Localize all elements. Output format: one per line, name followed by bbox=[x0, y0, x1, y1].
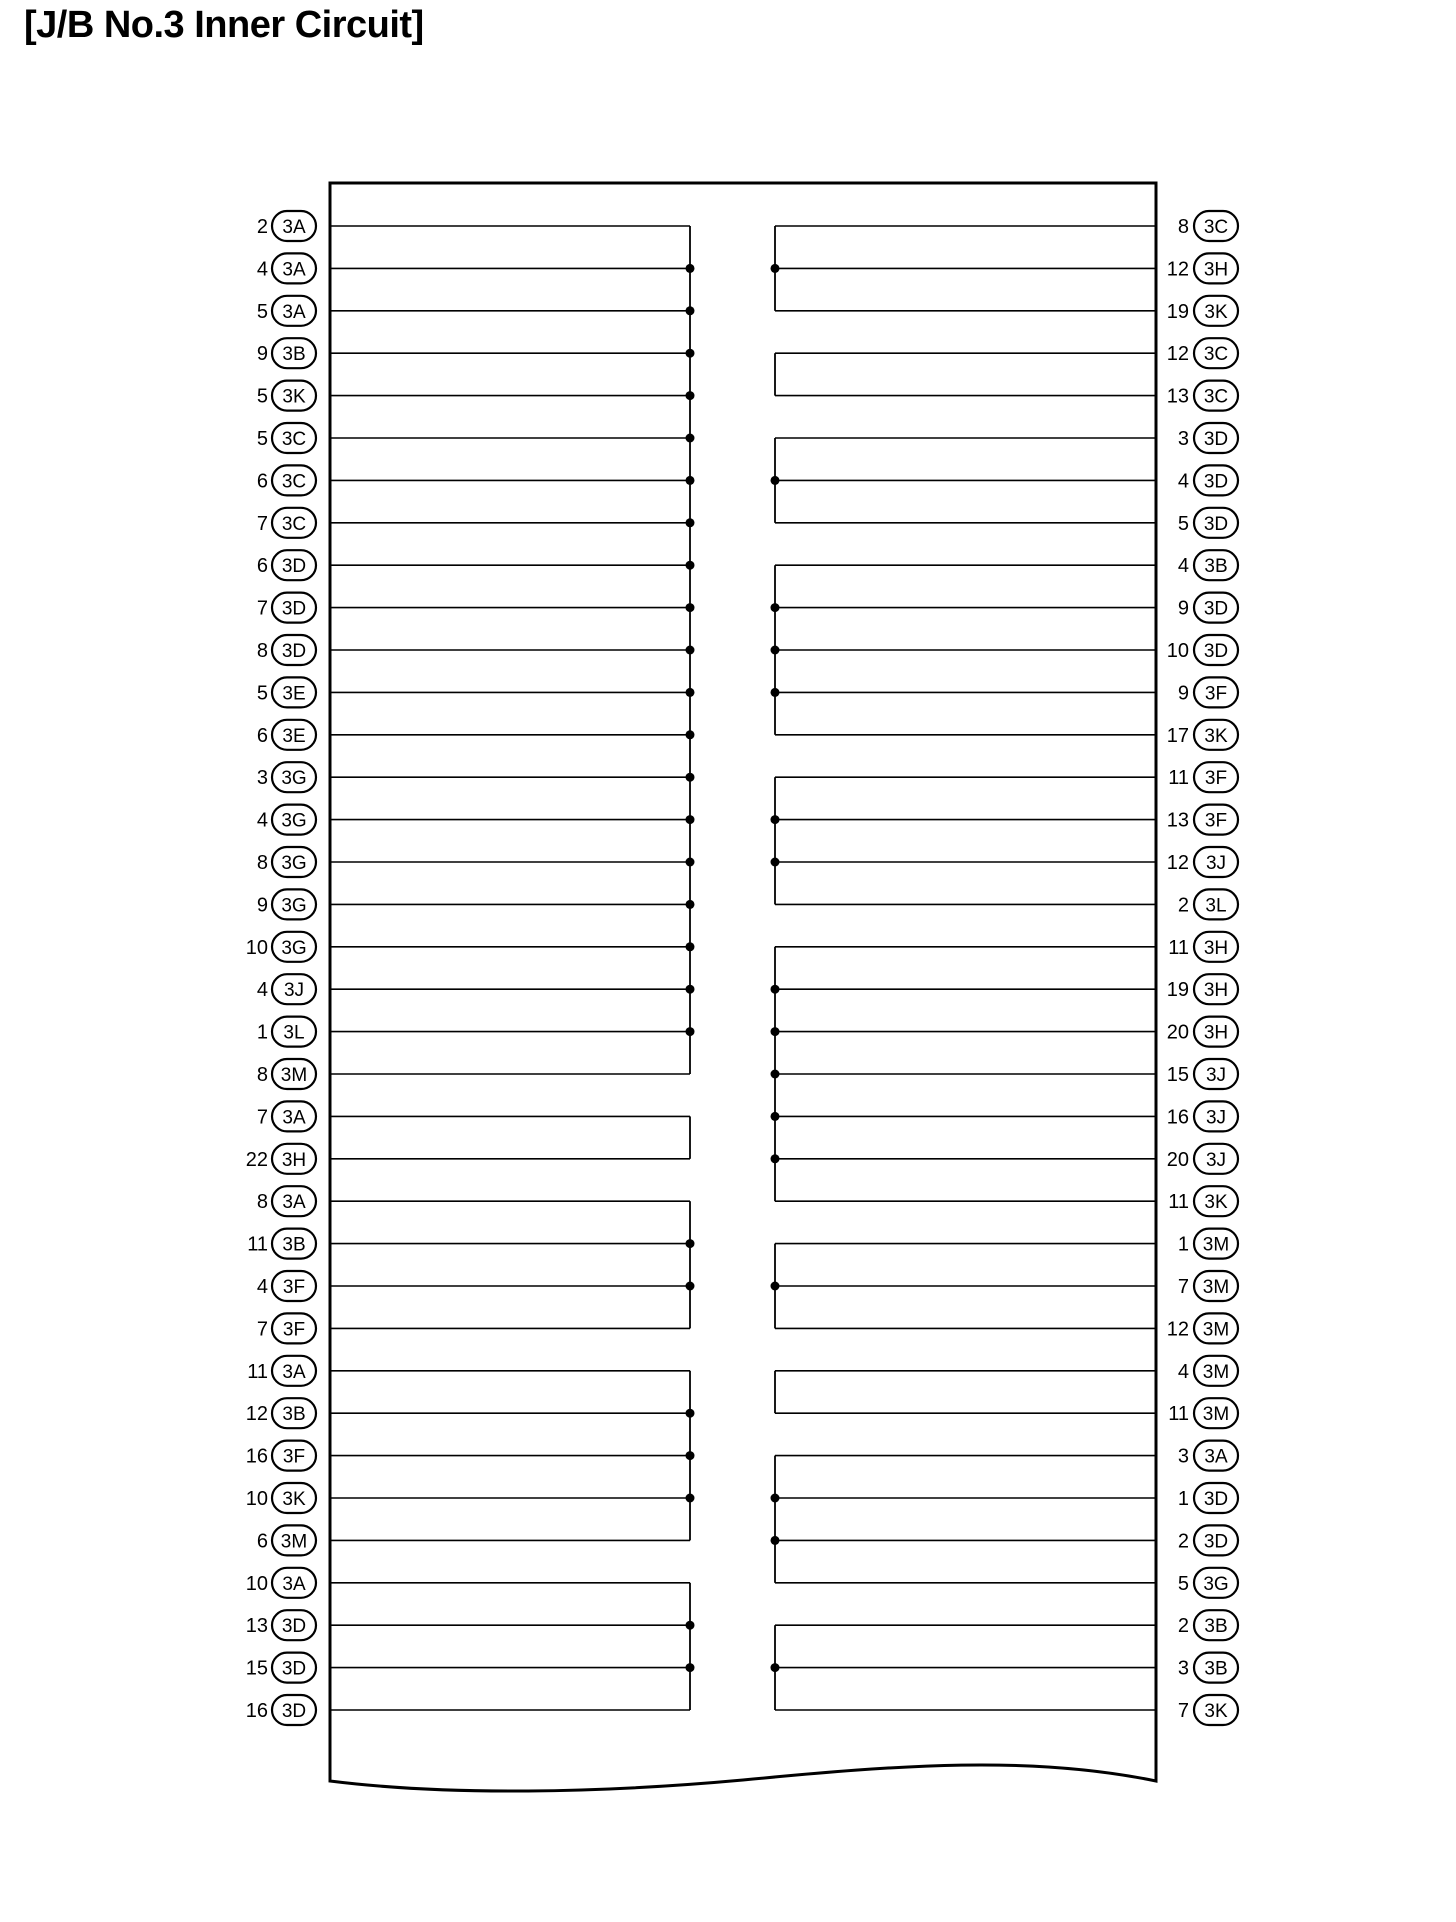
pin-number: 3 bbox=[1177, 428, 1189, 450]
right-bus-1 bbox=[771, 226, 780, 311]
left-terminal-11 bbox=[257, 635, 690, 665]
connector-code: 3C bbox=[281, 471, 307, 493]
page-title: [J/B No.3 Inner Circuit] bbox=[24, 4, 424, 46]
junction-dot bbox=[686, 603, 695, 612]
connector-code: 3B bbox=[1204, 1616, 1228, 1638]
connector-code: 3K bbox=[1204, 1701, 1228, 1722]
connector-code: 3G bbox=[281, 810, 307, 832]
pin-number: 4 bbox=[256, 809, 268, 832]
junction-dot bbox=[686, 391, 695, 400]
right-bus-4 bbox=[771, 565, 780, 735]
junction-dot bbox=[771, 1282, 780, 1291]
connector-code: 3D bbox=[281, 556, 307, 578]
pin-number: 8 bbox=[256, 1064, 268, 1086]
left-terminal-32 bbox=[257, 1525, 690, 1555]
pin-number: 5 bbox=[1177, 1572, 1189, 1595]
right-terminal-19 bbox=[775, 974, 1238, 1004]
junction-block-outline bbox=[330, 183, 1156, 1791]
connector-code: 3A bbox=[282, 1107, 306, 1129]
pin-number: 9 bbox=[256, 894, 268, 917]
right-bus-7 bbox=[771, 1244, 780, 1329]
pin-number: 6 bbox=[256, 470, 268, 493]
right-terminal-35 bbox=[775, 1653, 1238, 1683]
connector-code: 3K bbox=[282, 386, 306, 408]
right-bus-3 bbox=[771, 438, 780, 523]
connector-code: 3M bbox=[1202, 1234, 1230, 1256]
right-terminal-15 bbox=[775, 805, 1238, 835]
junction-dot bbox=[686, 858, 695, 867]
left-terminal-33 bbox=[246, 1568, 690, 1598]
pin-number: 5 bbox=[256, 682, 268, 705]
left-bus-4 bbox=[686, 1371, 695, 1541]
pin-number: 7 bbox=[1177, 1700, 1189, 1722]
junction-dot bbox=[686, 264, 695, 273]
connector-code: 3A bbox=[282, 1573, 306, 1595]
right-terminal-14 bbox=[775, 762, 1238, 792]
right-pin-column bbox=[775, 211, 1238, 1725]
left-terminal-30 bbox=[246, 1441, 690, 1471]
left-terminal-5 bbox=[257, 381, 690, 411]
connector-code: 3D bbox=[281, 598, 307, 620]
pin-number: 12 bbox=[1166, 852, 1189, 874]
pin-number: 6 bbox=[256, 555, 268, 578]
right-terminal-24 bbox=[775, 1186, 1238, 1216]
connector-code: 3F bbox=[1204, 810, 1228, 832]
connector-code: 3H bbox=[1203, 1022, 1229, 1044]
pin-number: 12 bbox=[1166, 258, 1189, 281]
left-terminal-4 bbox=[257, 338, 690, 368]
left-terminal-26 bbox=[257, 1271, 690, 1301]
junction-dot bbox=[686, 942, 695, 951]
junction-dot bbox=[686, 1409, 695, 1418]
pin-number: 2 bbox=[256, 216, 268, 238]
left-terminal-13 bbox=[257, 720, 690, 750]
connector-code: 3B bbox=[1204, 1658, 1228, 1680]
connector-code: 3D bbox=[1203, 1489, 1229, 1510]
pin-number: 1 bbox=[256, 1021, 268, 1044]
junction-dot bbox=[771, 1494, 780, 1503]
connector-code: 3A bbox=[1204, 1446, 1228, 1468]
pin-number: 13 bbox=[1166, 809, 1189, 832]
junction-dot bbox=[771, 1070, 780, 1079]
connector-code: 3K bbox=[1204, 1192, 1228, 1214]
left-terminal-3 bbox=[257, 296, 690, 326]
right-terminal-36 bbox=[775, 1695, 1238, 1725]
pin-number: 2 bbox=[1177, 894, 1189, 917]
pin-number: 13 bbox=[245, 1615, 268, 1638]
junction-dot bbox=[771, 1112, 780, 1121]
pin-number: 8 bbox=[256, 852, 268, 874]
connector-code: 3A bbox=[282, 1361, 306, 1383]
connector-code: 3G bbox=[281, 937, 307, 959]
junction-dot bbox=[686, 815, 695, 824]
pin-number: 9 bbox=[1177, 597, 1189, 620]
connector-code: 3D bbox=[1203, 513, 1229, 535]
right-bus-bars bbox=[771, 226, 780, 1710]
junction-dot bbox=[686, 306, 695, 315]
pin-number: 1 bbox=[1177, 1488, 1189, 1510]
pin-number: 8 bbox=[256, 640, 268, 662]
left-terminal-1 bbox=[257, 211, 690, 241]
connector-code: 3E bbox=[282, 725, 306, 747]
connector-code: 3C bbox=[281, 513, 307, 535]
junction-dot bbox=[771, 1536, 780, 1545]
connector-code: 3K bbox=[1204, 301, 1228, 323]
right-terminal-9 bbox=[775, 550, 1238, 580]
pin-number: 4 bbox=[256, 1276, 268, 1298]
left-terminal-12 bbox=[257, 677, 690, 707]
junction-dot bbox=[686, 349, 695, 358]
right-terminal-11 bbox=[775, 635, 1238, 665]
left-bus-bars bbox=[686, 226, 695, 1710]
pin-number: 10 bbox=[245, 936, 268, 959]
left-terminal-18 bbox=[246, 932, 690, 962]
right-terminal-21 bbox=[775, 1059, 1238, 1089]
pin-number: 10 bbox=[245, 1488, 268, 1510]
pin-number: 8 bbox=[1177, 216, 1189, 238]
left-terminal-29 bbox=[246, 1398, 690, 1428]
junction-dot bbox=[686, 1621, 695, 1630]
connector-code: 3D bbox=[1203, 598, 1229, 620]
pin-number: 15 bbox=[245, 1657, 268, 1680]
left-terminal-22 bbox=[257, 1101, 690, 1131]
connector-code: 3G bbox=[281, 768, 307, 790]
right-terminal-20 bbox=[775, 1017, 1238, 1047]
left-terminal-16 bbox=[257, 847, 690, 877]
right-terminal-1 bbox=[775, 211, 1238, 241]
left-terminal-19 bbox=[257, 974, 690, 1004]
pin-number: 7 bbox=[1177, 1276, 1189, 1298]
pin-number: 4 bbox=[1177, 1360, 1189, 1383]
right-terminal-26 bbox=[775, 1271, 1238, 1301]
left-terminal-24 bbox=[257, 1186, 690, 1216]
pin-number: 4 bbox=[1177, 470, 1189, 493]
pin-number: 7 bbox=[256, 512, 268, 535]
left-terminal-35 bbox=[246, 1653, 690, 1683]
pin-number: 20 bbox=[1166, 1148, 1189, 1171]
connector-code: 3H bbox=[1203, 937, 1229, 959]
pin-number: 2 bbox=[1177, 1530, 1189, 1553]
right-terminal-2 bbox=[775, 253, 1238, 283]
connector-code: 3G bbox=[1203, 1573, 1229, 1595]
connector-code: 3D bbox=[281, 1616, 307, 1638]
junction-dot bbox=[771, 1154, 780, 1163]
connector-code: 3F bbox=[282, 1446, 306, 1468]
right-terminal-28 bbox=[775, 1356, 1238, 1386]
left-terminal-27 bbox=[257, 1313, 690, 1343]
left-terminal-20 bbox=[257, 1017, 690, 1047]
right-terminal-4 bbox=[775, 338, 1238, 368]
connector-code: 3D bbox=[281, 641, 307, 662]
pin-number: 7 bbox=[256, 1318, 268, 1341]
connector-code: 3H bbox=[1203, 980, 1229, 1002]
junction-dot bbox=[771, 815, 780, 824]
connector-code: 3M bbox=[1202, 1277, 1230, 1298]
junction-dot bbox=[686, 561, 695, 570]
left-terminal-6 bbox=[257, 423, 690, 453]
left-bus-1 bbox=[686, 226, 695, 1074]
pin-number: 4 bbox=[256, 979, 268, 1002]
connector-code: 3J bbox=[1205, 1065, 1227, 1086]
junction-dot bbox=[771, 1027, 780, 1036]
right-terminal-7 bbox=[775, 465, 1238, 495]
connector-code: 3B bbox=[1204, 556, 1228, 578]
connector-code: 3M bbox=[280, 1531, 308, 1553]
junction-dot bbox=[686, 476, 695, 485]
connector-code: 3G bbox=[281, 853, 307, 874]
pin-number: 15 bbox=[1166, 1064, 1189, 1086]
connector-code: 3B bbox=[282, 1404, 306, 1426]
connector-code: 3K bbox=[1204, 725, 1228, 747]
left-terminal-23 bbox=[246, 1144, 690, 1174]
right-terminal-30 bbox=[775, 1441, 1238, 1471]
connector-code: 3D bbox=[1203, 1531, 1229, 1553]
right-terminal-25 bbox=[775, 1229, 1238, 1259]
connector-code: 3B bbox=[282, 344, 306, 366]
left-terminal-31 bbox=[246, 1483, 690, 1513]
left-terminal-34 bbox=[246, 1610, 690, 1640]
right-terminal-3 bbox=[775, 296, 1238, 326]
right-bus-6 bbox=[771, 947, 780, 1201]
connector-code: 3B bbox=[282, 1234, 306, 1256]
left-bus-3 bbox=[686, 1201, 695, 1328]
junction-dot bbox=[686, 688, 695, 697]
right-terminal-16 bbox=[775, 847, 1238, 877]
connector-code: 3M bbox=[280, 1065, 308, 1086]
connector-code: 3A bbox=[282, 301, 306, 323]
right-terminal-32 bbox=[775, 1525, 1238, 1555]
pin-number: 4 bbox=[256, 258, 268, 281]
pin-number: 9 bbox=[256, 343, 268, 366]
pin-number: 10 bbox=[245, 1572, 268, 1595]
connector-code: 3K bbox=[282, 1489, 306, 1510]
pin-number: 16 bbox=[245, 1445, 268, 1468]
left-terminal-14 bbox=[257, 762, 690, 792]
pin-number: 9 bbox=[1177, 682, 1189, 705]
pin-number: 19 bbox=[1166, 300, 1189, 323]
connector-code: 3C bbox=[1203, 344, 1229, 366]
connector-code: 3J bbox=[1205, 1149, 1227, 1171]
pin-number: 19 bbox=[1166, 979, 1189, 1002]
connector-code: 3C bbox=[1203, 386, 1229, 408]
pin-number: 11 bbox=[1168, 1403, 1189, 1426]
right-terminal-6 bbox=[775, 423, 1238, 453]
right-bus-9 bbox=[771, 1456, 780, 1583]
connector-code: 3F bbox=[1204, 768, 1228, 790]
pin-number: 12 bbox=[1166, 343, 1189, 366]
left-terminal-8 bbox=[257, 508, 690, 538]
junction-dot bbox=[686, 730, 695, 739]
connector-code: 3F bbox=[282, 1319, 306, 1341]
connector-code: 3J bbox=[1205, 853, 1227, 874]
junction-dot bbox=[686, 1494, 695, 1503]
connector-code: 3M bbox=[1202, 1319, 1230, 1341]
junction-dot bbox=[771, 476, 780, 485]
junction-dot bbox=[771, 1663, 780, 1672]
right-terminal-33 bbox=[775, 1568, 1238, 1598]
left-terminal-21 bbox=[257, 1059, 690, 1089]
connector-code: 3J bbox=[283, 980, 305, 1002]
pin-number: 6 bbox=[256, 1530, 268, 1553]
right-terminal-22 bbox=[775, 1101, 1238, 1131]
pin-number: 5 bbox=[256, 428, 268, 450]
pin-number: 7 bbox=[256, 1106, 268, 1129]
connector-code: 3E bbox=[282, 683, 306, 705]
pin-number: 7 bbox=[256, 597, 268, 620]
connector-code: 3A bbox=[282, 1192, 306, 1214]
connector-code: 3M bbox=[1202, 1361, 1230, 1383]
junction-dot bbox=[771, 858, 780, 867]
right-terminal-5 bbox=[775, 381, 1238, 411]
pin-number: 16 bbox=[245, 1700, 268, 1722]
connector-code: 3L bbox=[283, 1022, 305, 1044]
right-terminal-23 bbox=[775, 1144, 1238, 1174]
connector-code: 3A bbox=[282, 259, 306, 281]
pin-number: 17 bbox=[1166, 724, 1189, 747]
right-bus-10 bbox=[771, 1625, 780, 1710]
connector-code: 3D bbox=[1203, 641, 1229, 662]
left-terminal-10 bbox=[257, 593, 690, 623]
junction-dot bbox=[686, 773, 695, 782]
pin-number: 1 bbox=[1177, 1233, 1189, 1256]
left-terminal-28 bbox=[247, 1356, 690, 1386]
pin-number: 13 bbox=[1166, 385, 1189, 408]
junction-dot bbox=[771, 603, 780, 612]
junction-dot bbox=[686, 1282, 695, 1291]
right-terminal-8 bbox=[775, 508, 1238, 538]
right-terminal-12 bbox=[775, 677, 1238, 707]
left-pin-column bbox=[246, 211, 690, 1725]
connector-code: 3F bbox=[282, 1277, 306, 1298]
left-terminal-25 bbox=[247, 1229, 690, 1259]
junction-dot bbox=[686, 1451, 695, 1460]
connector-code: 3J bbox=[1205, 1107, 1227, 1129]
junction-dot bbox=[771, 646, 780, 655]
junction-dot bbox=[686, 1027, 695, 1036]
left-terminal-36 bbox=[246, 1695, 690, 1725]
connector-code: 3H bbox=[281, 1149, 307, 1171]
pin-number: 5 bbox=[256, 300, 268, 323]
connector-code: 3D bbox=[1203, 429, 1229, 450]
connector-code: 3D bbox=[281, 1701, 307, 1722]
pin-number: 12 bbox=[1166, 1318, 1189, 1341]
junction-dot bbox=[686, 646, 695, 655]
pin-number: 12 bbox=[245, 1403, 268, 1426]
pin-number: 20 bbox=[1166, 1021, 1189, 1044]
connector-code: 3D bbox=[1203, 471, 1229, 493]
junction-dot bbox=[686, 985, 695, 994]
pin-number: 5 bbox=[1177, 512, 1189, 535]
connector-code: 3G bbox=[281, 895, 307, 917]
left-terminal-9 bbox=[257, 550, 690, 580]
pin-number: 3 bbox=[1177, 1657, 1189, 1680]
right-terminal-31 bbox=[775, 1483, 1238, 1513]
junction-dot bbox=[686, 518, 695, 527]
pin-number: 11 bbox=[1168, 1191, 1189, 1214]
connector-code: 3H bbox=[1203, 259, 1229, 281]
junction-dot bbox=[771, 985, 780, 994]
junction-dot bbox=[771, 264, 780, 273]
left-terminal-7 bbox=[257, 465, 690, 495]
pin-number: 5 bbox=[256, 385, 268, 408]
pin-number: 4 bbox=[1177, 555, 1189, 578]
right-terminal-17 bbox=[775, 889, 1238, 919]
pin-number: 16 bbox=[1166, 1106, 1189, 1129]
pin-number: 3 bbox=[256, 767, 268, 790]
connector-code: 3C bbox=[281, 429, 307, 450]
pin-number: 11 bbox=[247, 1233, 268, 1256]
junction-dot bbox=[686, 1663, 695, 1672]
left-terminal-2 bbox=[257, 253, 690, 283]
connector-code: 3L bbox=[1205, 895, 1227, 917]
pin-number: 11 bbox=[1168, 767, 1189, 790]
right-terminal-27 bbox=[775, 1313, 1238, 1343]
pin-number: 22 bbox=[245, 1148, 268, 1171]
right-bus-5 bbox=[771, 777, 780, 904]
connector-code: 3A bbox=[282, 217, 306, 238]
left-bus-5 bbox=[686, 1583, 695, 1710]
pin-number: 8 bbox=[256, 1191, 268, 1214]
pin-number: 11 bbox=[1168, 936, 1189, 959]
connector-code: 3F bbox=[1204, 683, 1228, 705]
junction-dot bbox=[686, 1239, 695, 1248]
junction-dot bbox=[686, 434, 695, 443]
pin-number: 3 bbox=[1177, 1445, 1189, 1468]
pin-number: 10 bbox=[1166, 640, 1189, 662]
right-terminal-18 bbox=[775, 932, 1238, 962]
left-terminal-15 bbox=[257, 805, 690, 835]
right-terminal-29 bbox=[775, 1398, 1238, 1428]
right-terminal-10 bbox=[775, 593, 1238, 623]
junction-dot bbox=[686, 900, 695, 909]
pin-number: 6 bbox=[256, 724, 268, 747]
junction-dot bbox=[771, 688, 780, 697]
connector-code: 3C bbox=[1203, 217, 1229, 238]
pin-number: 11 bbox=[247, 1360, 268, 1383]
left-terminal-17 bbox=[257, 889, 690, 919]
right-terminal-13 bbox=[775, 720, 1238, 750]
connector-code: 3M bbox=[1202, 1404, 1230, 1426]
pin-number: 2 bbox=[1177, 1615, 1189, 1638]
right-terminal-34 bbox=[775, 1610, 1238, 1640]
connector-code: 3D bbox=[281, 1658, 307, 1680]
